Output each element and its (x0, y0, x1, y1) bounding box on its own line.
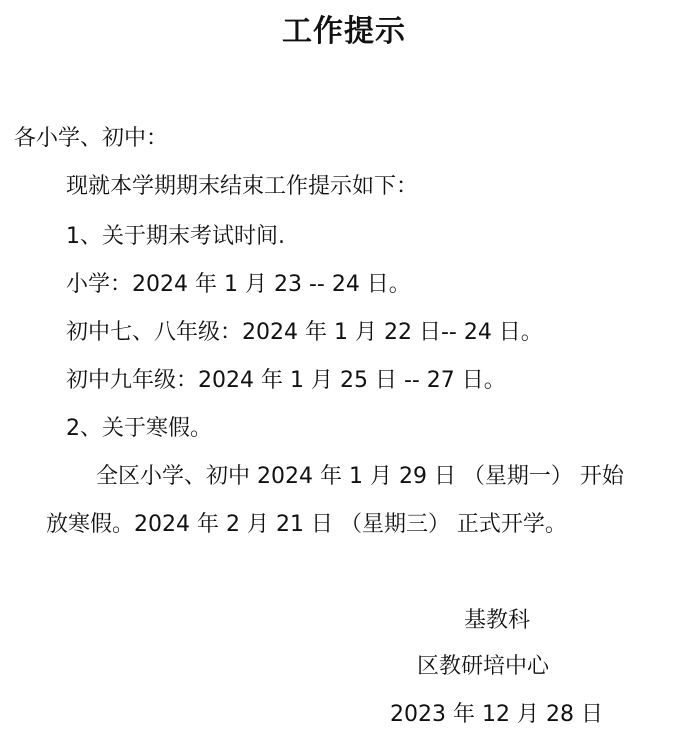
winter-break-line-2: 放寒假。2024 年 2 月 21 日 （星期三） 正式开学。 (46, 512, 567, 537)
document-title: 工作提示 (282, 14, 406, 49)
winter-break-line-1: 全区小学、初中 2024 年 1 月 29 日 （星期一） 开始 (96, 464, 624, 489)
issuer-office: 基教科 (464, 608, 531, 633)
issue-date: 2023 年 12 月 28 日 (390, 702, 603, 727)
salutation: 各小学、初中： (14, 126, 169, 151)
exam-time-primary: 小学：2024 年 1 月 23 -- 24 日。 (66, 272, 411, 297)
issuer-center: 区教研培中心 (417, 654, 550, 679)
item-2-heading: 2、关于寒假。 (66, 416, 212, 441)
exam-time-junior-9: 初中九年级：2024 年 1 月 25 日 -- 27 日。 (66, 368, 506, 393)
intro-paragraph: 现就本学期期末结束工作提示如下： (66, 174, 419, 199)
item-1-heading: 1、关于期末考试时间. (66, 224, 285, 249)
exam-time-junior-7-8: 初中七、八年级：2024 年 1 月 22 日-- 24 日。 (66, 320, 543, 345)
